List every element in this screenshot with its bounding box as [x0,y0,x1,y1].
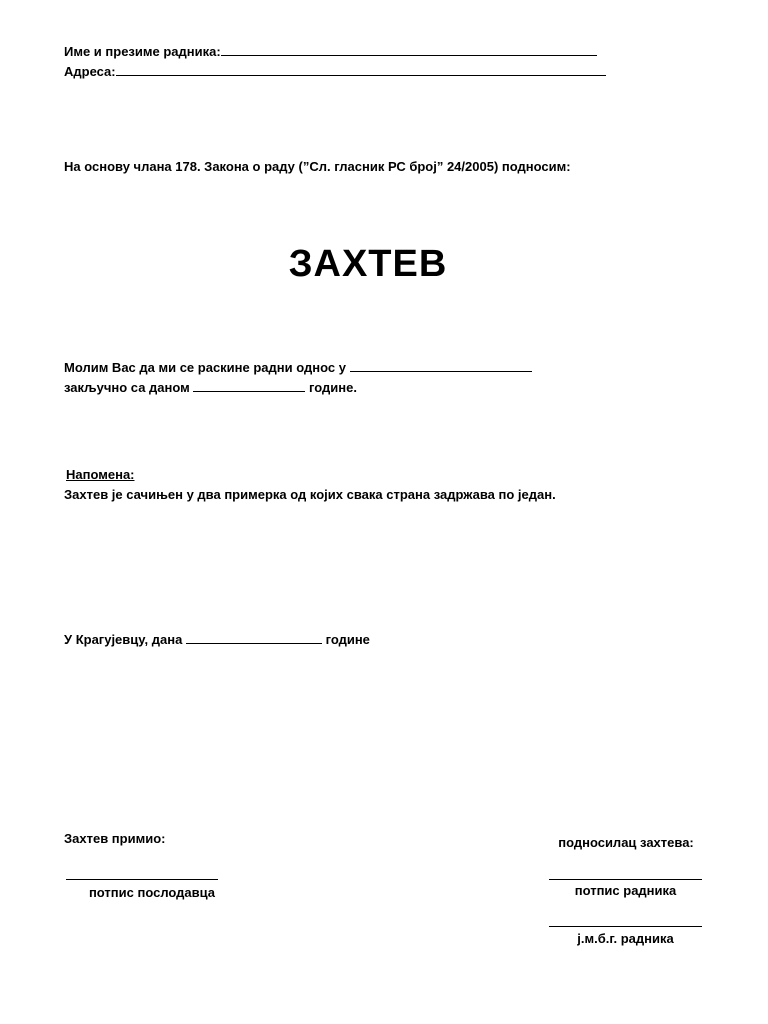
request-line-2 [64,379,357,396]
intro-text: На основу члана 178. Закона о раду (”Сл. гласник РС број” 24/2005) подносим: [64,159,571,174]
address-label: Адреса: [64,64,116,79]
document-title: ЗАХТЕВ [288,243,448,285]
request-line-2-start: закључно са даном [64,380,190,395]
employment-end-blank[interactable] [350,359,532,372]
worker-id-label: ј.м.б.г. радника [577,931,674,946]
received-label: Захтев примио: [64,831,166,846]
employer-signature-label: потпис послодавца [88,885,216,900]
end-date-blank[interactable] [193,379,305,392]
request-line-1-text: Молим Вас да ми се раскине радни однос у [64,360,346,375]
employee-name-blank[interactable] [221,43,597,56]
request-line-2-end: године. [309,380,357,395]
applicant-label: подносилац захтева: [558,835,694,850]
worker-signature-line[interactable] [549,879,702,880]
worker-id-line[interactable] [549,926,702,927]
place-date-end: године [325,632,370,647]
place-date-start: У Крагујевцу, дана [64,632,183,647]
place-date-row [64,631,370,648]
note-text: Захтев је сачињен у два примерка од којих свака страна задржава по један. [64,487,556,502]
address-blank[interactable] [116,63,606,76]
employee-name-row [64,43,597,60]
worker-signature-label: потпис радника [574,883,677,898]
employer-signature-line[interactable] [66,879,218,880]
place-date-blank[interactable] [186,631,322,644]
request-line-1 [64,359,532,376]
address-row [64,63,606,80]
employee-name-label: Име и презиме радника: [64,44,221,59]
note-heading: Напомена: [66,467,135,482]
